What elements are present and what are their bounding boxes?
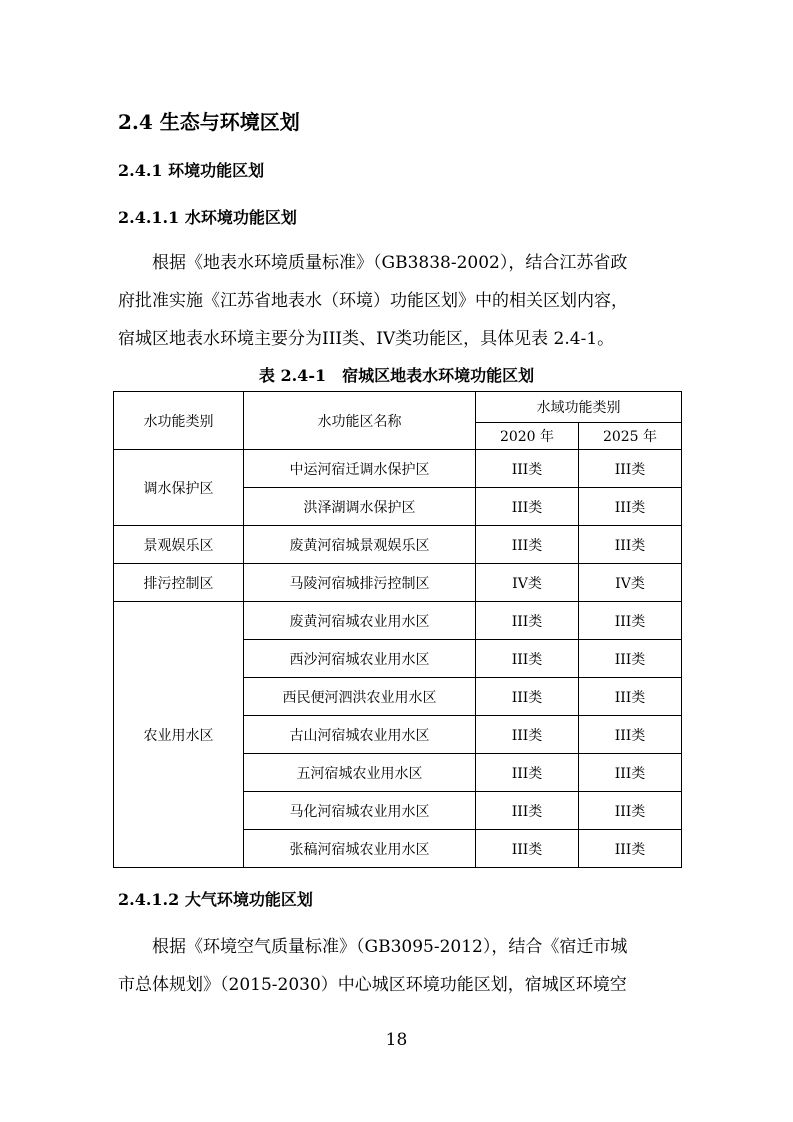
water-zoning-paragraph [118,244,678,358]
zone-name-cell: 西民便河泗洪农业用水区 [244,678,476,716]
class-2020-cell: III类 [476,754,579,792]
class-2025-cell: III类 [579,526,682,564]
zone-name-cell: 废黄河宿城景观娱乐区 [244,526,476,564]
section-heading-2-4-1-1: 2.4.1.1 水环境功能区划 [118,208,297,227]
table-row [114,564,682,602]
zone-name-cell: 古山河宿城农业用水区 [244,716,476,754]
table-header-row [114,392,682,423]
zone-name-cell: 洪泽湖调水保护区 [244,488,476,526]
table-row [114,450,682,488]
class-2020-cell: III类 [476,792,579,830]
table-caption: 表 2.4-1 宿城区地表水环境功能区划 [258,366,535,385]
zone-name-cell: 中运河宿迁调水保护区 [244,450,476,488]
class-2020-cell: III类 [476,640,579,678]
section-heading-2-4-1-2: 2.4.1.2 大气环境功能区划 [118,890,313,909]
class-2020-cell: III类 [476,488,579,526]
paragraph-line: 根据《环境空气质量标准》（GB3095-2012），结合《宿迁市城 [152,937,628,957]
group-cell: 景观娱乐区 [114,526,244,564]
class-2025-cell: III类 [579,602,682,640]
group-cell: 排污控制区 [114,564,244,602]
class-2020-cell: IV类 [476,564,579,602]
table-row [114,602,682,640]
class-2025-cell: III类 [579,678,682,716]
class-2025-cell: III类 [579,488,682,526]
class-2025-cell: III类 [579,754,682,792]
page-number: 18 [385,1030,408,1050]
zone-name-cell: 西沙河宿城农业用水区 [244,640,476,678]
zone-name-cell: 五河宿城农业用水区 [244,754,476,792]
header-zone-name: 水功能区名称 [244,392,476,450]
class-2025-cell: III类 [579,792,682,830]
class-2025-cell: III类 [579,716,682,754]
table-row [114,526,682,564]
class-2020-cell: III类 [476,526,579,564]
zone-name-cell: 废黄河宿城农业用水区 [244,602,476,640]
class-2025-cell: III类 [579,830,682,868]
zone-name-cell: 马化河宿城农业用水区 [244,792,476,830]
class-2020-cell: III类 [476,450,579,488]
water-zoning-table [113,391,682,868]
header-class-group: 水域功能类别 [476,392,682,423]
zone-name-cell: 张稿河宿城农业用水区 [244,830,476,868]
zone-name-cell: 马陵河宿城排污控制区 [244,564,476,602]
class-2025-cell: III类 [579,640,682,678]
paragraph-line: 宿城区地表水环境主要分为III类、IV类功能区，具体见表 2.4-1。 [118,329,615,349]
paragraph-line: 根据《地表水环境质量标准》（GB3838-2002），结合江苏省政 [152,253,628,273]
paragraph-line: 府批准实施《江苏省地表水（环境）功能区划》中的相关区划内容， [118,291,628,311]
group-cell: 农业用水区 [114,602,244,868]
air-zoning-paragraph [118,928,678,1004]
header-year-2025: 2025 年 [579,423,682,450]
header-year-2020: 2020 年 [476,423,579,450]
class-2025-cell: III类 [579,450,682,488]
class-2020-cell: III类 [476,602,579,640]
class-2020-cell: III类 [476,830,579,868]
section-heading-2-4: 2.4 生态与环境区划 [118,110,300,134]
class-2020-cell: III类 [476,716,579,754]
group-cell: 调水保护区 [114,450,244,526]
class-2020-cell: III类 [476,678,579,716]
class-2025-cell: IV类 [579,564,682,602]
section-heading-2-4-1: 2.4.1 环境功能区划 [118,161,265,180]
header-category: 水功能类别 [114,392,244,450]
paragraph-line: 市总体规划》（2015-2030）中心城区环境功能区划，宿城区环境空 [118,975,627,995]
